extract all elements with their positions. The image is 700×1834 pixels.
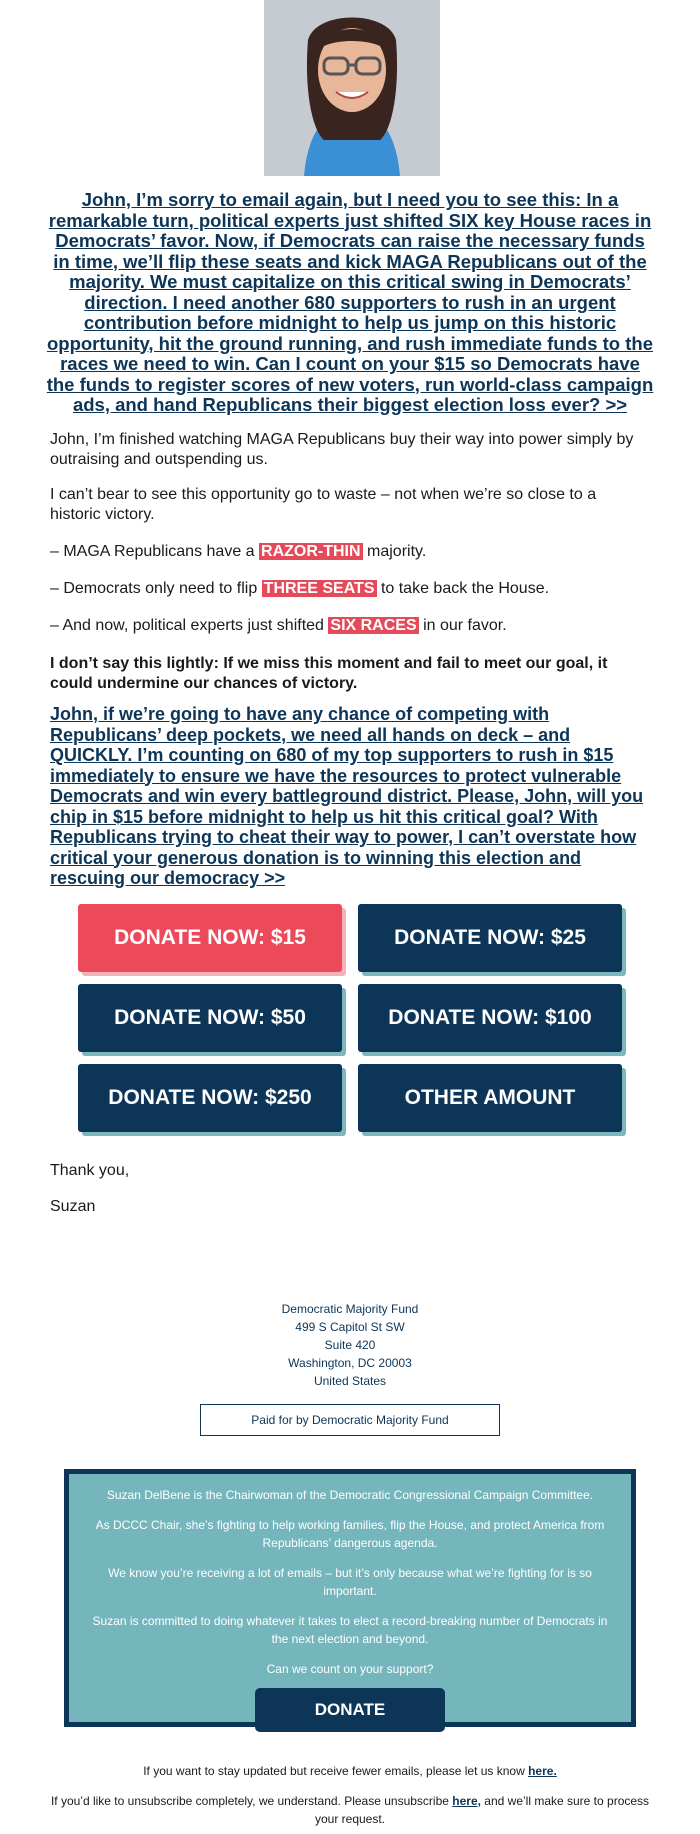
highlight-badge: SIX RACES (330, 617, 417, 634)
footer-text: If you want to stay updated but receive fewer emails, please let us know (143, 1764, 529, 1778)
highlight-badge: RAZOR-THIN (261, 543, 361, 560)
suite-line: Suite 420 (324, 1338, 376, 1352)
donate-25-button[interactable]: DONATE NOW: $25 (358, 904, 622, 972)
paid-for-disclaimer (200, 1404, 500, 1436)
footer-text: If you’d like to unsubscribe completely, we understand. Please unsubscribe (50, 1794, 453, 1808)
bullet-six-races (50, 616, 650, 636)
intro-paragraph: John, I’m finished watching MAGA Republicans buy their way into power simply by outraising and outspending us. (50, 431, 634, 468)
info-line-support: Can we count on your support? (266, 1662, 434, 1676)
headline-link[interactable]: John, I’m sorry to email again, but I need you to see this: In a remarkable turn, political experts just shifted SIX key House races in Democrats’ favor. Now, if Democrats can raise the necessary funds in time, we’ll flip these seats and kick MAGA Republicans out of the majority. We must capitalize on this critical swing in Democrats’ direction. I need another 680 supporters to rush in an urgent contribution before midnight to help us jump on this historic opportunity, hit the ground running, and rush immediate funds to the races we need to win. Can I count on your $15 so Democrats have the funds to register scores of new voters, run world-class campaign ads, and hand Republicans their biggest election loss ever? >> (46, 189, 654, 415)
city-line: Washington, DC 20003 (288, 1356, 412, 1370)
warning-paragraph: I don’t say this lightly: If we miss this moment and fail to meet our goal, it could undermine our chances of victory. (50, 655, 608, 692)
bullet-text: – Democrats only need to flip (50, 580, 262, 597)
bullet-text: in our favor. (418, 617, 507, 634)
unsubscribe-link[interactable]: here, (452, 1794, 481, 1808)
info-box-inner (69, 1474, 631, 1722)
closing-thanks: Thank you, (50, 1162, 130, 1179)
donate-250-button[interactable]: DONATE NOW: $250 (78, 1064, 342, 1132)
opportunity-paragraph: I can’t bear to see this opportunity go to waste – not when we’re so close to a historic victory. (50, 486, 597, 523)
footer-text: and we’ll make sure to process your request. (314, 1794, 650, 1826)
donate-15-button[interactable]: DONATE NOW: $15 (78, 904, 342, 972)
info-line-emails: We know you’re receiving a lot of emails – but it’s only because what we’re fighting for is so important. (108, 1566, 592, 1598)
bullet-razor-thin (50, 542, 650, 562)
info-donate-button[interactable]: DONATE (255, 1688, 445, 1732)
bullet-text: – MAGA Republicans have a (50, 543, 260, 560)
candidate-photo (264, 0, 440, 176)
donate-100-button[interactable]: DONATE NOW: $100 (358, 984, 622, 1052)
bullet-text: – And now, political experts just shifted (50, 617, 329, 634)
appeal-link[interactable]: John, if we’re going to have any chance of competing with Republicans’ deep pockets, we need all hands on deck – and QUICKLY. I’m counting on 680 of my top supporters to rush in $15 immediately to ensure we have the resources to protect vulnerable Democrats and win every battleground district. Please, John, will you chip in $15 before midnight to help us hit this critical goal? With Republicans trying to cheat their way to power, I can’t overstate how critical your generous donation is to winning this election and rescuing our democracy >> (50, 704, 644, 888)
footer-unsubscribe (50, 1792, 650, 1828)
street-line: 499 S Capitol St SW (295, 1320, 405, 1334)
bullet-text: to take back the House. (376, 580, 550, 597)
highlight-badge: THREE SEATS (263, 580, 375, 597)
info-box (64, 1469, 636, 1727)
country-line: United States (313, 1374, 387, 1388)
fewer-emails-link[interactable]: here. (528, 1764, 557, 1778)
bullet-three-seats (50, 579, 650, 599)
mailing-address (200, 1300, 500, 1390)
signature-name: Suzan (50, 1198, 96, 1215)
other-amount-button[interactable]: OTHER AMOUNT (358, 1064, 622, 1132)
org-name: Democratic Majority Fund (281, 1302, 419, 1316)
info-line-committed: Suzan is committed to doing whatever it takes to elect a record-breaking number of Democrats in the next election and beyond. (92, 1614, 608, 1646)
portrait-illustration (264, 0, 440, 176)
bullet-text: majority. (362, 543, 427, 560)
info-line-chair: Suzan DelBene is the Chairwoman of the Democratic Congressional Campaign Committee. (106, 1488, 594, 1502)
info-line-fighting: As DCCC Chair, she’s fighting to help working families, flip the House, and protect America from Republicans’ dangerous agenda. (95, 1518, 605, 1550)
footer-fewer-emails (50, 1762, 650, 1780)
paid-for-text: Paid for by Democratic Majority Fund (251, 1413, 449, 1427)
donate-50-button[interactable]: DONATE NOW: $50 (78, 984, 342, 1052)
